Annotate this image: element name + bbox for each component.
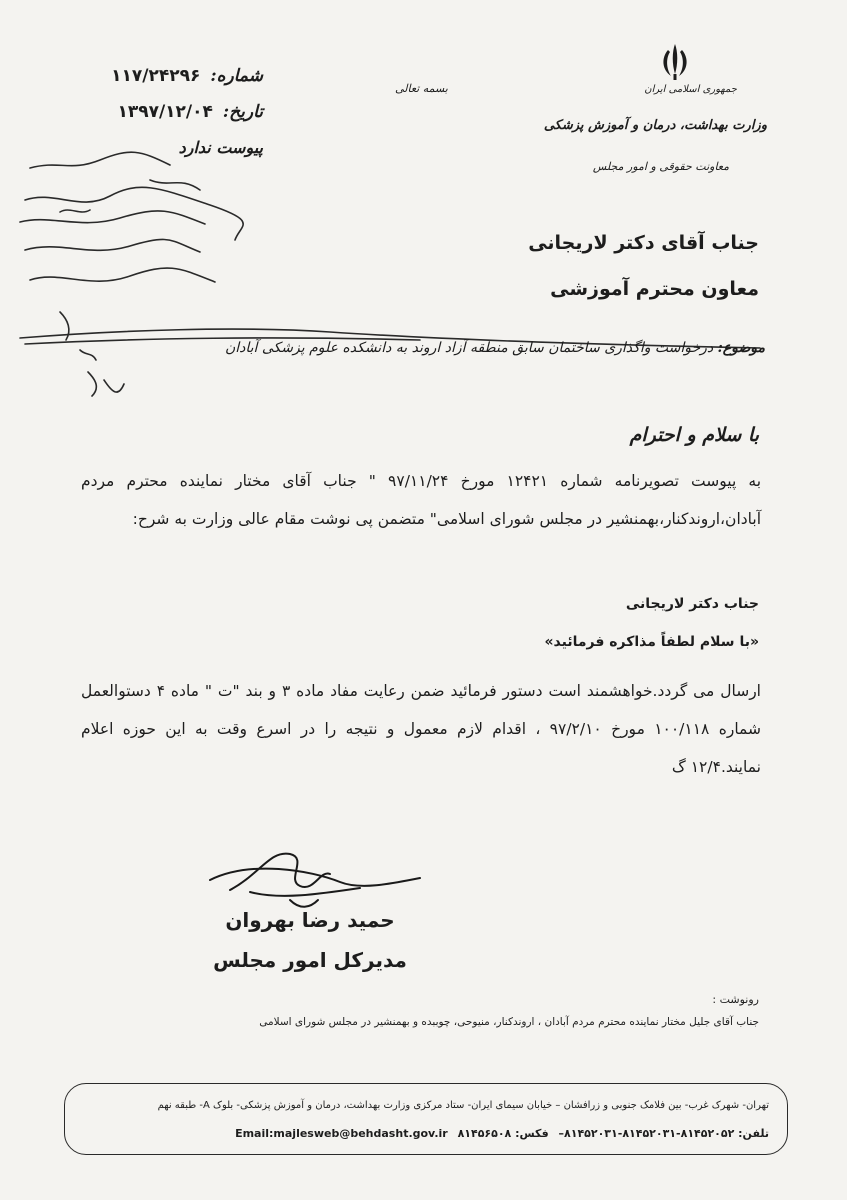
deputy-header: معاونت حقوقی و امور مجلس: [592, 160, 729, 173]
date-label: تاریخ:: [222, 102, 263, 122]
cc-recipients: جناب آقای جلیل مختار نماینده محترم مردم آبادان ، اروندکنار، منیوحی، چوببده و بهمنشیر در مجلس شورای اسلامی: [259, 1016, 759, 1028]
footer-address: تهران- شهرک غرب- بین فلامک جنوبی و زرافشان – خیابان سیمای ایران- ستاد مرکزی وزارت بهداشت، درمان و آموزش پزشکی- بلوک A- طبقه نهم: [157, 1100, 769, 1111]
number-value: ۱۱۷/۲۴۲۹۶: [111, 66, 201, 86]
greeting: با سلام و احترام: [629, 424, 759, 446]
signatory-title: مدیرکل امور مجلس: [213, 948, 407, 972]
footer-contact: [79, 1127, 769, 1140]
iran-emblem-icon: [655, 40, 695, 82]
addressee-title: معاون محترم آموزشی: [550, 278, 759, 300]
body-paragraph-2: ارسال می گردد.خواهشمند است دستور فرمائید ضمن رعایت مفاد ماده ۳ و بند "ت " ماده ۴ دستوالعمل شماره ۱۰۰/۱۱۸ مورخ ۹۷/۲/۱۰ ، اقدام لازم معمول و نتیجه را در اسرع وقت به این حوزه اعلام نمایند.۱۲/۴ گ: [81, 682, 761, 776]
quote-heading: جناب دکتر لاریجانی: [625, 596, 759, 612]
republic-header: جمهوری اسلامی ایران: [644, 84, 737, 95]
quote-body: «با سلام لطفاً مذاکره فرمائید»: [544, 634, 759, 650]
attachment-status: پیوست ندارد: [178, 138, 263, 157]
subject-line: [135, 326, 765, 370]
subject-label: موضوع:: [717, 340, 765, 356]
footer-box: [64, 1083, 788, 1155]
date-row: [88, 102, 263, 138]
cc-label: رونوشت :: [712, 993, 759, 1006]
attachment-row: [88, 138, 263, 174]
signatory-name: حمید رضا بهروان: [225, 908, 395, 932]
bismillah: بسمه تعالی: [395, 82, 448, 95]
footer-phone: تلفن: ۸۱۴۵۲۰۵۲-۸۱۴۵۲۰۳۱-۸۱۴۵۲۰۳۱–: [558, 1127, 769, 1140]
subject-text: درخواست واگذاری ساختمان سابق منطقه آزاد اروند به دانشکده علوم پزشکی آبادان: [224, 340, 714, 356]
date-value: ۱۳۹۷/۱۲/۰۴: [117, 102, 213, 122]
footer-fax: فکس: ۸۱۴۵۶۵۰۸: [457, 1127, 549, 1140]
body-paragraph-1: به پیوست تصویرنامه شماره ۱۲۴۲۱ مورخ ۹۷/۱۱/۲۴ " جناب آقای مختار نماینده محترم مردم آبادان،اروندکنار،بهمنشیر در مجلس شورای اسلامی" متضمن پی نوشت مقام عالی وزارت به شرح:: [81, 472, 762, 528]
number-label: شماره:: [210, 66, 263, 86]
signature-scribble: [190, 840, 430, 960]
ministry-header: وزارت بهداشت، درمان و آموزش پزشکی: [543, 118, 767, 133]
number-row: [88, 66, 263, 102]
footer-email[interactable]: Email:majlesweb@behdasht.gov.ir: [235, 1127, 448, 1140]
addressee-name: جناب آقای دکتر لاریجانی: [528, 232, 759, 254]
letter-meta: [88, 66, 263, 174]
